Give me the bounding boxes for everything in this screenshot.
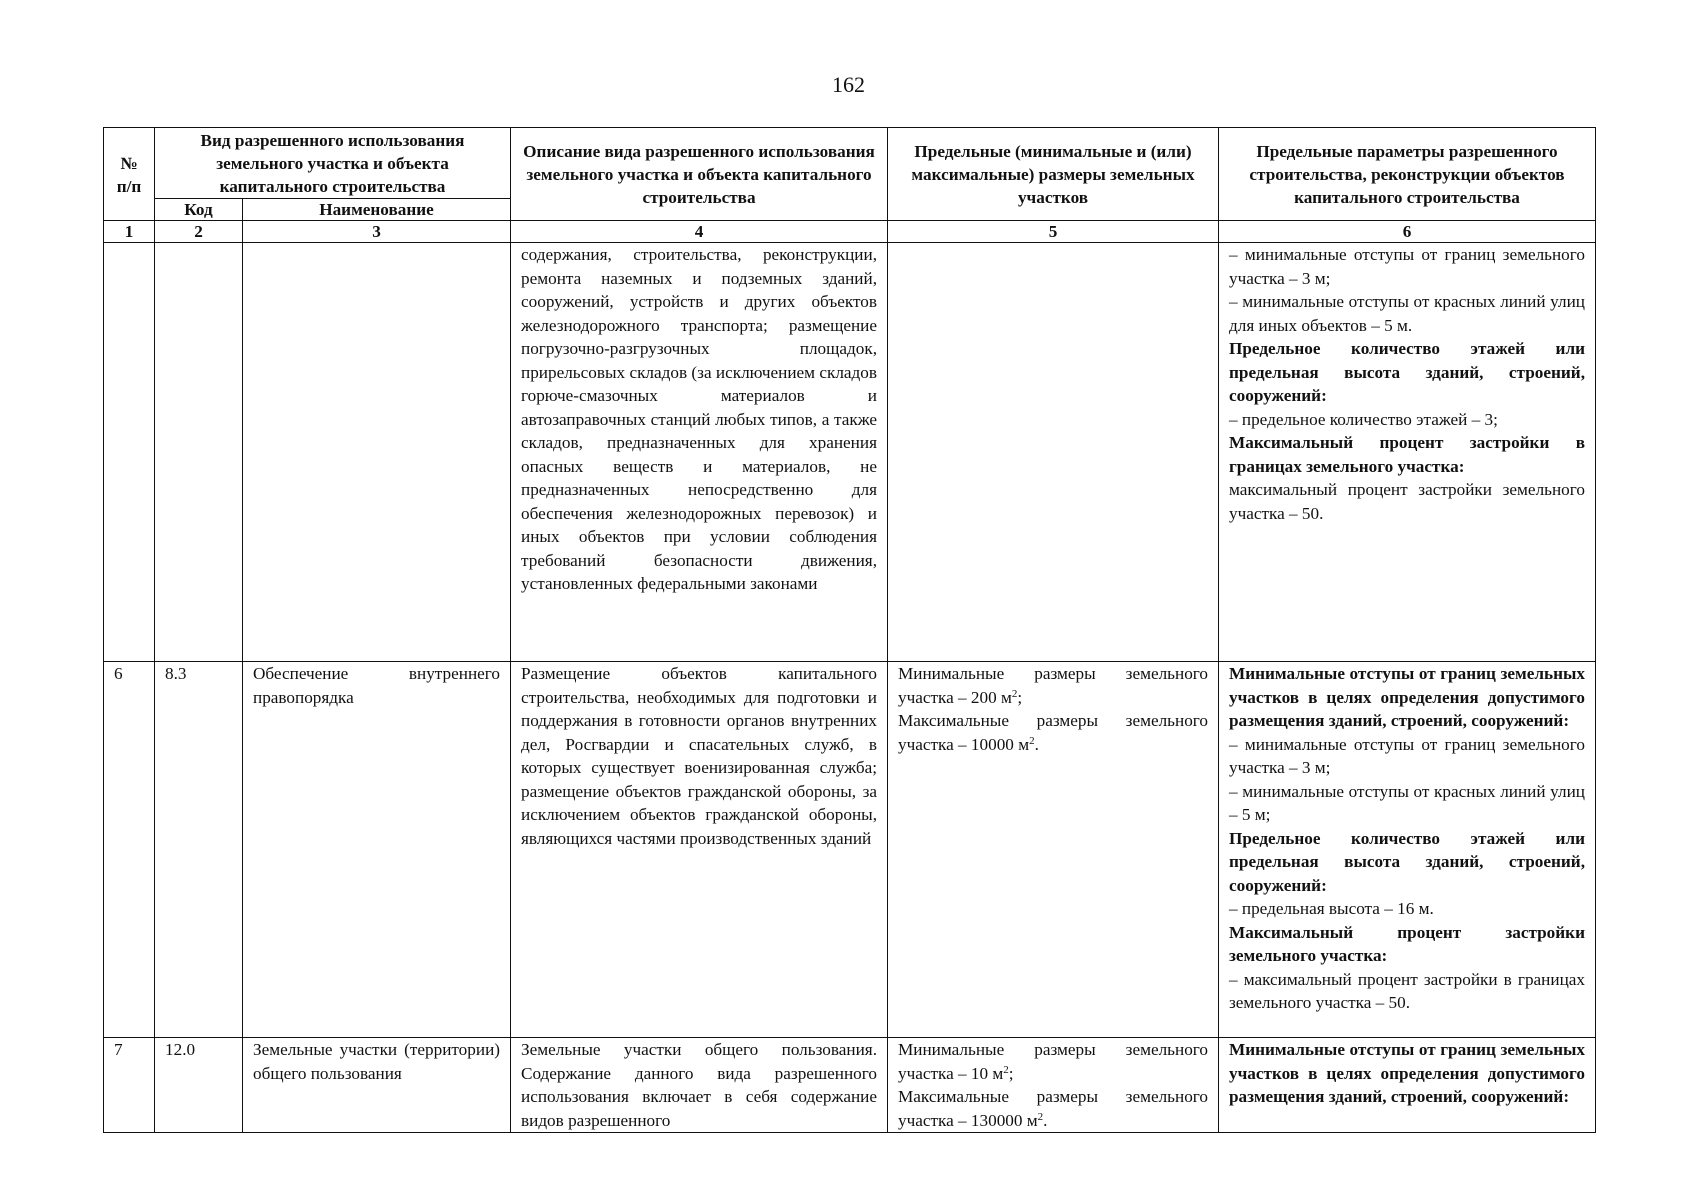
params-height-value: – предельное количество этажей – 3; (1229, 409, 1498, 429)
row-params (1219, 1038, 1596, 1133)
column-number-row (104, 221, 1596, 243)
header-params: Предельные параметры разрешенного строительства, реконструкции объектов капитального строительства (1219, 128, 1596, 221)
params-setback-2: – минимальные отступы от красных линий улиц – 5 м; (1229, 781, 1585, 824)
table-row (104, 1038, 1596, 1133)
row-params (1219, 662, 1596, 1038)
row-description: Земельные участки общего пользования. Содержание данного вида разрешенного использования включает в себя содержание видов разрешенного (511, 1038, 888, 1133)
row-sizes (888, 243, 1219, 662)
row-code: 12.0 (155, 1038, 243, 1133)
col-number: 6 (1219, 221, 1596, 243)
sizes-min (898, 662, 1208, 709)
row-no: 6 (104, 662, 155, 1038)
sizes-min-value: 10 м (970, 1063, 1004, 1083)
params-coverage-value: максимальный процент застройки земельного участка – 50. (1229, 480, 1585, 523)
row-description: Размещение объектов капитального строительства, необходимых для подготовки и поддержания в готовности органов внутренних дел, Росгвардии и спасательных служб, в которых существует военизированная служба; размещение объектов гражданской обороны, за исключением объектов гражданской обороны, являющихся частями производственных зданий (511, 662, 888, 1038)
params-setback-title: Минимальные отступы от границ земельных участков в целях определения допустимого размещения зданий, строений, сооружений: (1229, 1040, 1585, 1106)
sizes-max-value: 130000 м (970, 1110, 1038, 1130)
header-code: Код (155, 199, 243, 221)
sizes-max-label: Максимальные размеры земельного участка – (898, 1087, 1208, 1130)
sizes-max-value: 10000 м (970, 734, 1030, 754)
row-name: Земельные участки (территории) общего пользования (243, 1038, 511, 1133)
sizes-min-label: Минимальные размеры земельного участка – (898, 1040, 1208, 1083)
col-number: 3 (243, 221, 511, 243)
params-coverage-value: – максимальный процент застройки в границах земельного участка – 50. (1229, 969, 1585, 1012)
row-name (243, 243, 511, 662)
row-no (104, 243, 155, 662)
params-setback-1: – минимальные отступы от границ земельного участка – 3 м; (1229, 245, 1585, 288)
params-coverage-title: Максимальный процент застройки земельного участка: (1229, 922, 1585, 965)
params-coverage-title: Максимальный процент застройки в границах земельного участка: (1229, 433, 1585, 476)
unit-superscript: 2 (1011, 687, 1018, 700)
header-no: № п/п (104, 128, 155, 221)
sizes-min-value: 200 м (970, 687, 1012, 707)
row-code (155, 243, 243, 662)
sizes-min (898, 1038, 1208, 1085)
row-sizes (888, 662, 1219, 1038)
sizes-max-unit: . (1034, 734, 1039, 754)
params-height-value: – предельная высота – 16 м. (1229, 899, 1434, 918)
sizes-min-label: Минимальные размеры земельного участка – (898, 664, 1208, 707)
header-sizes: Предельные (минимальные и (или) максимальные) размеры земельных участков (888, 128, 1219, 221)
row-params (1219, 243, 1596, 662)
page-number: 162 (832, 72, 865, 97)
params-setback-2: – минимальные отступы от красных линий улиц для иных объектов – 5 м. (1229, 292, 1585, 335)
table-row (104, 243, 1596, 662)
row-description: содержания, строительства, реконструкции, ремонта наземных и подземных зданий, сооружений, устройств и других объектов железнодорожного транспорта; размещение погрузочно-разгрузочных площадок, прирельсовых складов (за исключением складов горюче-смазочных материалов и автозаправочных станций любых типов, а также складов, предназначенных для хранения опасных веществ и материалов, не предназначенных непосредственно для обеспечения железнодорожных перевозок) и иных объектов при условии соблюдения требований безопасности движения, установленных федеральными законами (511, 243, 888, 662)
land-use-table (103, 127, 1596, 1133)
row-no: 7 (104, 1038, 155, 1133)
params-setback-title: Минимальные отступы от границ земельных участков в целях определения допустимого размещения зданий, строений, сооружений: (1229, 664, 1585, 730)
col-number: 4 (511, 221, 888, 243)
header-name: Наименование (243, 199, 511, 221)
unit-superscript: 2 (1029, 734, 1035, 747)
unit-superscript: 2 (1037, 1110, 1044, 1123)
col-number: 2 (155, 221, 243, 243)
sizes-min-unit: ; (1008, 1063, 1014, 1083)
header-description: Описание вида разрешенного использования земельного участка и объекта капитального строительства (511, 128, 888, 221)
sizes-max-unit: . (1043, 1110, 1048, 1130)
params-height-title: Предельное количество этажей или предельная высота зданий, строений, сооружений: (1229, 828, 1585, 895)
row-sizes (888, 1038, 1219, 1133)
sizes-max-label: Максимальные размеры земельного участка – (898, 711, 1208, 754)
sizes-max (898, 709, 1208, 756)
sizes-max (898, 1085, 1208, 1132)
sizes-min-unit: ; (1017, 687, 1023, 707)
row-code: 8.3 (155, 662, 243, 1038)
unit-superscript: 2 (1003, 1063, 1009, 1076)
header-row (104, 128, 1596, 199)
params-setback-1: – минимальные отступы от границ земельного участка – 3 м; (1229, 734, 1585, 777)
header-kind: Вид разрешенного использования земельного участка и объекта капитального строительства (155, 128, 511, 199)
col-number: 1 (104, 221, 155, 243)
params-height-title: Предельное количество этажей или предельная высота зданий, строений, сооружений: (1229, 339, 1585, 405)
col-number: 5 (888, 221, 1219, 243)
row-name: Обеспечение внутреннего правопорядка (243, 662, 511, 1038)
table-row (104, 662, 1596, 1038)
